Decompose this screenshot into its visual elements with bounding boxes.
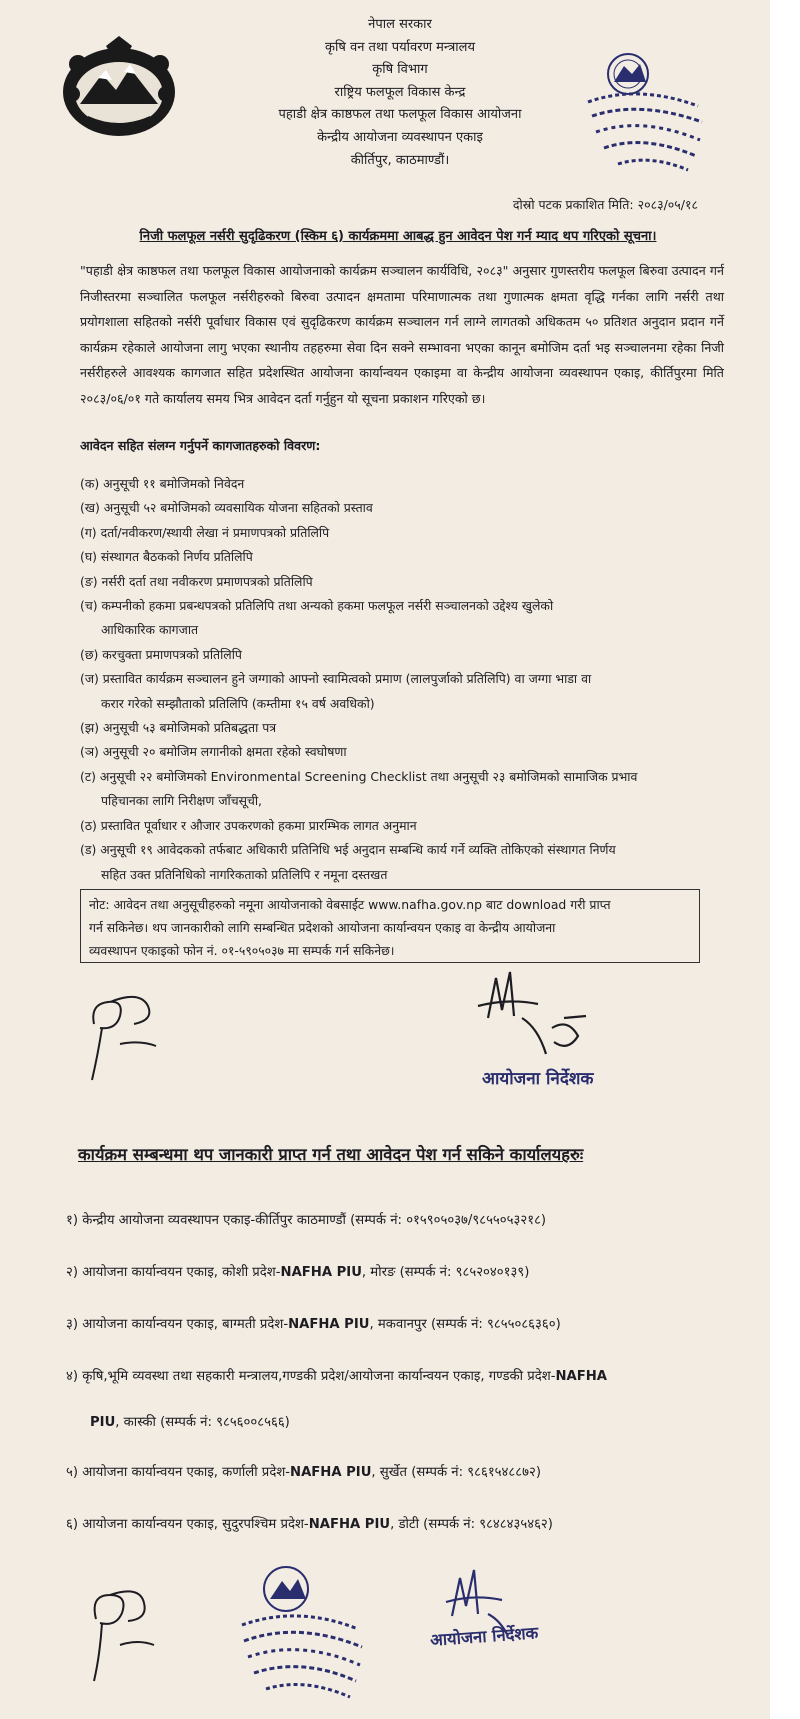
list-item: ५) आयोजना कार्यान्वयन एकाइ, कर्णाली प्रदेश-NAFHA PIU, सुर्खेत (सम्पर्क नं: ९८६१५४८८७२) xyxy=(66,1465,541,1480)
director-title: आयोजना निर्देशक xyxy=(482,1069,594,1089)
notice-intro: "पहाडी क्षेत्र काष्ठफल तथा फलफूल विकास आयोजनाको कार्यक्रम सञ्चालन कार्यविधि, २०८३" अनुसार गुणस्तरीय फलफूल बिरुवा उत्पादन गर्न निजीस्तरमा सञ्चालित फलफूल नर्सरीहरुको बिरुवा उत्पादन क्षमतामा परिमाणात्मक तथा गुणात्मक क्षमता वृद्धि गर्नका लागि नर्सरी तथा प्रयोगशाला सहितको नर्सरी पूर्वाधार विकास एवं सुदृढिकरण कार्यक्रम सञ्चालन गर्न लाग्ने लागतको अधिकतम ५० प्रतिशत अनुदान प्रदान गर्ने कार्यक्रम रहेकाले आयोजना लागु भएका स्थानीय तहहरुमा सेवा दिन सक्ने सम्भावना भएका कानून बमोजिम दर्ता भइ सञ्चालनमा रहेका निजी नर्सरीहरुले आवश्यक कागजात सहित प्रदेशस्थित आयोजना कार्यान्वयन एकाइमा वा केन्द्रीय आयोजना व्यवस्थापन एकाइ, कीर्तिपुरमा मिति २०८३/०६/०१ गते कार्यालय समय भित्र आवेदन दर्ता गर्नुहुन यो सूचना प्रकाशन गरिएको छ। xyxy=(80,263,724,406)
office-seal-icon xyxy=(232,1559,376,1707)
list-item: (ञ) अनुसूची २० बमोजिम लगानीको क्षमता रहेको स्वघोषणा xyxy=(80,744,347,760)
list-item: ४) कृषि,भूमि व्यवस्था तथा सहकारी मन्त्रालय,गण्डकी प्रदेश/आयोजना कार्यान्वयन एकाइ, गण्डकी प्रदेश-NAFHA xyxy=(66,1369,607,1384)
list-item: (घ) संस्थागत बैठकको निर्णय प्रतिलिपि xyxy=(80,549,253,565)
list-item: (झ) अनुसूची ५३ बमोजिमको प्रतिबद्धता पत्र xyxy=(80,720,277,736)
list-item: (ङ) नर्सरी दर्ता तथा नवीकरण प्रमाणपत्रको प्रतिलिपि xyxy=(80,573,313,589)
documents-heading: आवेदन सहित संलग्न गर्नुपर्ने कागजातहरुको विवरण: xyxy=(80,438,321,453)
list-item: (ट) अनुसूची २२ बमोजिमको Environmental Screening Checklist तथा अनुसूची २३ बमोजिमको सामाजिक प्रभाव पहिचानका लागि निरीक्षण जाँचसूची, xyxy=(80,768,638,809)
list-item: १) केन्द्रीय आयोजना व्यवस्थापन एकाइ-कीर्तिपुर काठमाण्डौं (सम्पर्क नं: ०१५९०५०३७/९८५५०५३२१८) xyxy=(66,1213,547,1228)
list-item: (च) कम्पनीको हकमा प्रबन्धपत्रको प्रतिलिपि तथा अन्यको हकमा फलफूल नर्सरी सञ्चालनको उद्देश्य खुलेको आधिकारिक कागजात xyxy=(80,598,554,638)
letterhead xyxy=(0,0,770,212)
director-title: आयोजना निर्देशक xyxy=(429,1623,539,1650)
list-item: (ज) प्रस्तावित कार्यक्रम सञ्चालन हुने जग्गाको आफ्नो स्वामित्वको प्रमाण (लालपुर्जाको प्रतिलिपि) वा जग्गा भाडा वा करार गरेको सम्झौताको प्रतिलिपि (कम्तीमा १५ वर्ष अवधिको) xyxy=(80,671,592,711)
note-line: गर्न सकिनेछ। थप जानकारीको लागि सम्बन्धित प्रदेशको आयोजना कार्यान्वयन एकाइ वा केन्द्रीय आयोजना xyxy=(89,920,556,935)
head-line: केन्द्रीय आयोजना व्यवस्थापन एकाइ xyxy=(317,129,483,145)
list-item: PIU, कास्की (सम्पर्क नं: ९८५६००८५६६) xyxy=(90,1415,290,1430)
head-line: कीर्तिपुर, काठमाण्डौं। xyxy=(350,152,450,168)
list-item: (ख) अनुसूची ५२ बमोजिमको व्यवसायिक योजना सहितको प्रस्ताव xyxy=(80,500,373,516)
signature-icon xyxy=(468,958,618,1068)
list-item: (ठ) प्रस्तावित पूर्वाधार र औजार उपकरणको हकमा प्रारम्भिक लागत अनुमान xyxy=(80,817,417,833)
list-item: (ड) अनुसूची १९ आवेदकको तर्फबाट अधिकारी प्रतिनिधि भई अनुदान सम्बन्धि कार्य गर्ने व्यक्ति तोकिएको संस्थागत निर्णय सहित उक्त प्रतिनिधिको नागरिकताको प्रतिलिपि र नमूना दस्तखत xyxy=(80,842,616,882)
signature-icon xyxy=(80,984,170,1084)
head-line: नेपाल सरकार xyxy=(368,17,432,32)
head-line: कृषि वन तथा पर्यावरण मन्त्रालय xyxy=(324,39,476,55)
note-box xyxy=(80,889,700,963)
offices-heading: कार्यक्रम सम्बन्धमा थप जानकारी प्राप्त गर्न तथा आवेदन पेश गर्न सकिने कार्यालयहरुः xyxy=(78,1145,584,1164)
list-item: २) आयोजना कार्यान्वयन एकाइ, कोशी प्रदेश-NAFHA PIU, मोरङ (सम्पर्क नं: ९८५२०४०१३९) xyxy=(66,1265,530,1280)
signature-icon xyxy=(80,1575,170,1685)
list-item: ३) आयोजना कार्यान्वयन एकाइ, बाग्मती प्रदेश-NAFHA PIU, मकवानपुर (सम्पर्क नं: ९८५५०८६३६०) xyxy=(66,1317,561,1332)
head-line: कृषि विभाग xyxy=(372,62,428,78)
office-seal-icon xyxy=(578,44,716,182)
list-item: (ग) दर्ता/नवीकरण/स्थायी लेखा नं प्रमाणपत्रको प्रतिलिपि xyxy=(80,524,330,540)
list-item: ६) आयोजना कार्यान्वयन एकाइ, सुदुरपश्चिम प्रदेश-NAFHA PIU, डोटी (सम्पर्क नं: ९८४८४३५४६२) xyxy=(66,1517,553,1532)
nepal-emblem-icon xyxy=(58,34,180,142)
head-line: राष्ट्रिय फलफूल विकास केन्द्र xyxy=(334,84,466,100)
documents-list xyxy=(80,472,730,887)
note-line: व्यवस्थापन एकाइको फोन नं. ०१-५९०५०३७ मा सम्पर्क गर्न सकिनेछ। xyxy=(89,943,395,958)
reprint-date: दोस्रो पटक प्रकाशित मिति: २०८३/०५/१८ xyxy=(512,197,698,212)
notice-title: निजी फलफूल नर्सरी सुदृढिकरण (स्किम ६) कार्यक्रममा आबद्ध हुन आवेदन पेश गर्न म्याद थप गरिएको सूचना। xyxy=(139,229,657,244)
office-name-block xyxy=(200,14,600,172)
note-line: नोट: आवेदन तथा अनुसूचीहरुको नमूना आयोजनाको वेबसाईट www.nafha.gov.np बाट download गरी प्राप्त xyxy=(89,897,611,912)
head-line: पहाडी क्षेत्र काष्ठफल तथा फलफूल विकास आयोजना xyxy=(278,107,522,123)
list-item: (छ) करचुक्ता प्रमाणपत्रको प्रतिलिपि xyxy=(80,646,242,662)
list-item: (क) अनुसूची ११ बमोजिमको निवेदन xyxy=(80,476,245,491)
